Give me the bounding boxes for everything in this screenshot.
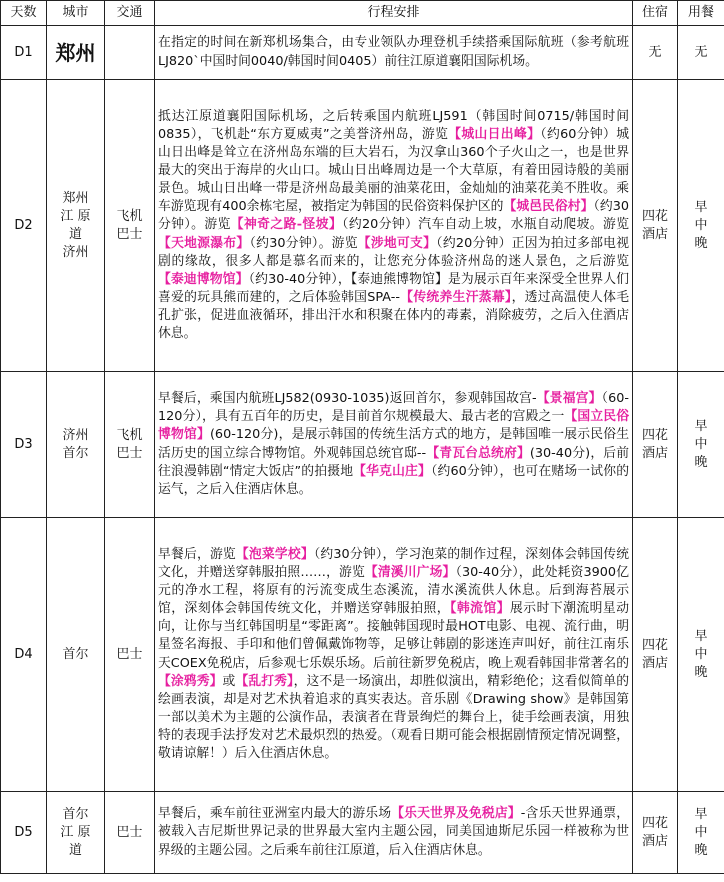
hotel-cell xyxy=(633,792,678,874)
day-cell: D3 xyxy=(1,372,47,518)
meal-line: 晚 xyxy=(694,454,708,470)
itinerary-row xyxy=(1,372,724,518)
itinerary-text: （约20分钟）正因为拍过多部电视剧的缘故，很多人都是慕名而来的，让您充分体验济州岛的迷人景色，之后游览 xyxy=(158,235,630,269)
meal-cell xyxy=(678,792,724,874)
itinerary-text: （约30分钟）。游览 xyxy=(249,235,358,251)
itinerary-text: ，这不是一场演出，却胜似演出，精彩绝伦；这看似简单的绘画表演，却是对艺术执着追求的真实表达。音乐剧《Drawing show》是韩国第一部以美术为主题的公演作品，表演者在背景绚烂的舞台上，徒手绘画表演，用独特的表现手法抒发对艺术最炽烈的热爱。（观看日期可能会根据剧情预定情况调整，敬请谅解！）后入住酒店休息。 xyxy=(158,673,630,761)
hotel-cell xyxy=(633,80,678,372)
itinerary-row xyxy=(1,80,724,372)
city-cell xyxy=(47,80,105,372)
hotel-line: 酒店 xyxy=(641,445,668,461)
itinerary-text: （约20分钟）汽车自动上坡，水瓶自动爬坡。游览 xyxy=(342,217,629,233)
header-day: 天数 xyxy=(1,1,47,26)
meal-line: 晚 xyxy=(694,664,708,680)
highlight-attraction: 【韩流馆】 xyxy=(450,601,511,617)
city-line: 济州 xyxy=(62,244,89,260)
meal-cell xyxy=(678,26,724,80)
day-cell: D4 xyxy=(1,518,47,792)
itinerary-text: （约60分钟），也可在赌场一试你的运气，之后入住酒店休息。 xyxy=(158,463,629,497)
hotel-cell xyxy=(633,518,678,792)
itinerary-cell xyxy=(155,372,633,518)
meal-line: 中 xyxy=(694,646,708,662)
itinerary-cell xyxy=(155,26,633,80)
city-cell xyxy=(47,26,105,80)
header-meal: 用餐 xyxy=(678,1,724,26)
transport-cell xyxy=(105,372,155,518)
hotel-line: 四花 xyxy=(641,637,668,653)
itinerary-text: （约30分钟）。游览 xyxy=(158,199,630,233)
itinerary-text: （约30-40分钟），【泰迪熊博物馆】是为展示百年来深受全世界人们喜爱的玩具熊而建的，之后体验韩国SPA-- xyxy=(158,271,629,305)
meal-line: 早 xyxy=(694,418,708,434)
highlight-attraction: 【涂鸦秀】 xyxy=(158,673,223,689)
city-cell xyxy=(47,518,105,792)
city-line: 道 xyxy=(68,226,82,242)
transport-line: 巴士 xyxy=(116,646,143,662)
hotel-cell xyxy=(633,372,678,518)
header-row xyxy=(1,1,724,26)
city-line: 道 xyxy=(68,842,82,858)
highlight-attraction: 【泡菜学校】 xyxy=(235,546,314,562)
highlight-attraction: 【华克山庄】 xyxy=(353,463,431,479)
itinerary-text: 抵达江原道襄阳国际机场，之后转乘国内航班LJ591（韩国时间0715/韩国时间0835），飞机赴“东方夏威夷”之美誉济州岛，游览 xyxy=(158,108,629,142)
day-cell: D1 xyxy=(1,26,47,80)
hotel-line: 无 xyxy=(648,44,662,60)
city-line: 江 原 xyxy=(60,208,91,224)
meal-line: 中 xyxy=(694,824,708,840)
highlight-attraction: 【清溪川广场】 xyxy=(364,565,456,581)
hotel-cell xyxy=(633,26,678,80)
transport-cell xyxy=(105,518,155,792)
hotel-line: 酒店 xyxy=(641,226,668,242)
transport-cell xyxy=(105,792,155,874)
meal-line: 晚 xyxy=(694,842,708,858)
itinerary-text: （60-120分），具有五百年的历史，是目前首尔规模最大、最古老的宫殿之一 xyxy=(158,391,629,425)
meal-line: 早 xyxy=(694,806,708,822)
transport-cell xyxy=(105,26,155,80)
hotel-line: 四花 xyxy=(641,815,668,831)
city-line: 首尔 xyxy=(62,445,89,461)
hotel-line: 四花 xyxy=(641,427,668,443)
header-itinerary: 行程安排 xyxy=(155,1,633,26)
meal-line: 晚 xyxy=(694,235,708,251)
itinerary-text: (60-120分)，是展示韩国的传统生活方式的地方，是韩国唯一展示民俗生活历史的国立综合博物馆。外观韩国总统官邸-- xyxy=(158,427,629,461)
highlight-attraction: 【乱打秀】 xyxy=(235,673,294,689)
header-city: 城市 xyxy=(47,1,105,26)
itinerary-row xyxy=(1,26,724,80)
highlight-attraction: 【神奇之路-怪坡】 xyxy=(230,217,343,233)
day-cell: D2 xyxy=(1,80,47,372)
city-line: 郑州 xyxy=(55,40,96,65)
hotel-line: 四花 xyxy=(641,208,668,224)
itinerary-cell xyxy=(155,518,633,792)
meal-cell xyxy=(678,518,724,792)
itinerary-text: ，透过高温使人体毛孔扩张，促进血液循环，排出汗水和积聚在体内的毒素，消除疲劳，之后入住酒店休息。 xyxy=(158,289,629,342)
city-line: 郑州 xyxy=(62,190,89,206)
highlight-attraction: 【青瓦台总统府】 xyxy=(426,445,530,461)
itinerary-text: （30-40分），此处耗资3900亿元的净水工程，将原有的污流变成生态溪流，清水溪流供人休息。后到海苔展示馆，深刻体会韩国传统文化，并赠送穿韩服拍照， xyxy=(158,565,630,617)
highlight-attraction: 【泰迪博物馆】 xyxy=(158,271,249,287)
highlight-attraction: 【国立民俗博物馆】 xyxy=(158,409,630,443)
meal-cell xyxy=(678,372,724,518)
meal-cell xyxy=(678,80,724,372)
transport-line: 巴士 xyxy=(116,824,143,840)
itinerary-text: -含乐天世界通票，被载入吉尼斯世界记录的世界最大室内主题公园，同美国迪斯尼乐园一样被称为世界级的主题公园。之后乘车前往江原道，后入住酒店休息。 xyxy=(158,806,630,858)
highlight-attraction: 【城邑民俗村】 xyxy=(503,199,594,215)
meal-line: 无 xyxy=(694,44,708,60)
hotel-line: 酒店 xyxy=(641,833,668,849)
highlight-attraction: 【城山日出峰】 xyxy=(448,126,541,142)
highlight-attraction: 【传统养生汗蒸幕】 xyxy=(399,289,512,305)
city-line: 首尔 xyxy=(62,806,89,822)
city-line: 首尔 xyxy=(62,646,89,662)
itinerary-text: 早餐后，乘国内航班LJ582(0930-1035)返回首尔，参观韩国故宫- xyxy=(158,391,537,407)
highlight-attraction: 【景福宫】 xyxy=(536,391,602,407)
header-hotel: 住宿 xyxy=(633,1,678,26)
transport-line: 巴士 xyxy=(116,445,143,461)
itinerary-text: 在指定的时间在新郑机场集合，由专业领队办理登机手续搭乘国际航班（参考航班LJ820`中国时间0040/韩国时间0405）前往江原道襄阳国际机场。 xyxy=(158,35,629,69)
city-cell xyxy=(47,372,105,518)
highlight-attraction: 【天地源瀑布】 xyxy=(158,235,250,251)
itinerary-text: （约30分钟），学习泡菜的制作过程，深刻体会韩国传统文化，并赠送穿韩服拍照……，游览 xyxy=(158,546,630,581)
city-line: 济州 xyxy=(62,427,89,443)
city-cell xyxy=(47,792,105,874)
transport-line: 巴士 xyxy=(116,226,143,242)
meal-line: 中 xyxy=(694,217,708,233)
itinerary-cell xyxy=(155,80,633,372)
transport-line: 飞机 xyxy=(116,427,143,443)
itinerary-text: (30-40分)，后前往浪漫韩剧“情定大饭店”的拍摄地 xyxy=(158,445,630,479)
highlight-attraction: 【乐天世界及免税店】 xyxy=(391,806,521,822)
itinerary-row xyxy=(1,518,724,792)
highlight-attraction: 【涉地可支】 xyxy=(357,235,437,251)
itinerary-cell xyxy=(155,792,633,874)
day-cell: D5 xyxy=(1,792,47,874)
transport-cell xyxy=(105,80,155,372)
meal-line: 早 xyxy=(694,628,708,644)
itinerary-text: （约60分钟）城山日出峰是耸立在济州岛东端的巨大岩石，为汉拿山360个子火山之一，也是世界最大的突出于海岸的火山口。城山日出峰周边是一个大草原，有着田园诗般的美丽景色。城山日出峰一带是济州岛最美丽的油菜花田，金灿灿的油菜花美不胜收。乘车游览现有400余栋宅屋，被指定为韩国的民俗资料保护区的 xyxy=(158,126,629,215)
itinerary-text: 早餐后，游览 xyxy=(158,546,236,562)
hotel-line: 酒店 xyxy=(641,655,668,671)
itinerary-row xyxy=(1,792,724,874)
meal-line: 中 xyxy=(694,436,708,452)
city-line: 江 原 xyxy=(60,824,91,840)
itinerary-text: 早餐后，乘车前往亚洲室内最大的游乐场 xyxy=(158,806,392,822)
itinerary-text: 或 xyxy=(222,673,236,689)
meal-line: 早 xyxy=(694,199,708,215)
header-transport: 交通 xyxy=(105,1,155,26)
transport-line: 飞机 xyxy=(116,208,143,224)
itinerary-text: 展示时下潮流明星动向，让你与当红韩国明星“零距离”。接触韩国现时最HOT电影、电视、流行曲，明星签名海报、手印和他们曾佩戴饰物等，足够让韩剧的影迷连声叫好，前往江南乐天COEX免税店，后参观七乐娱乐场。后前往新罗免税店，晚上观看韩国非常著名的 xyxy=(158,601,630,671)
